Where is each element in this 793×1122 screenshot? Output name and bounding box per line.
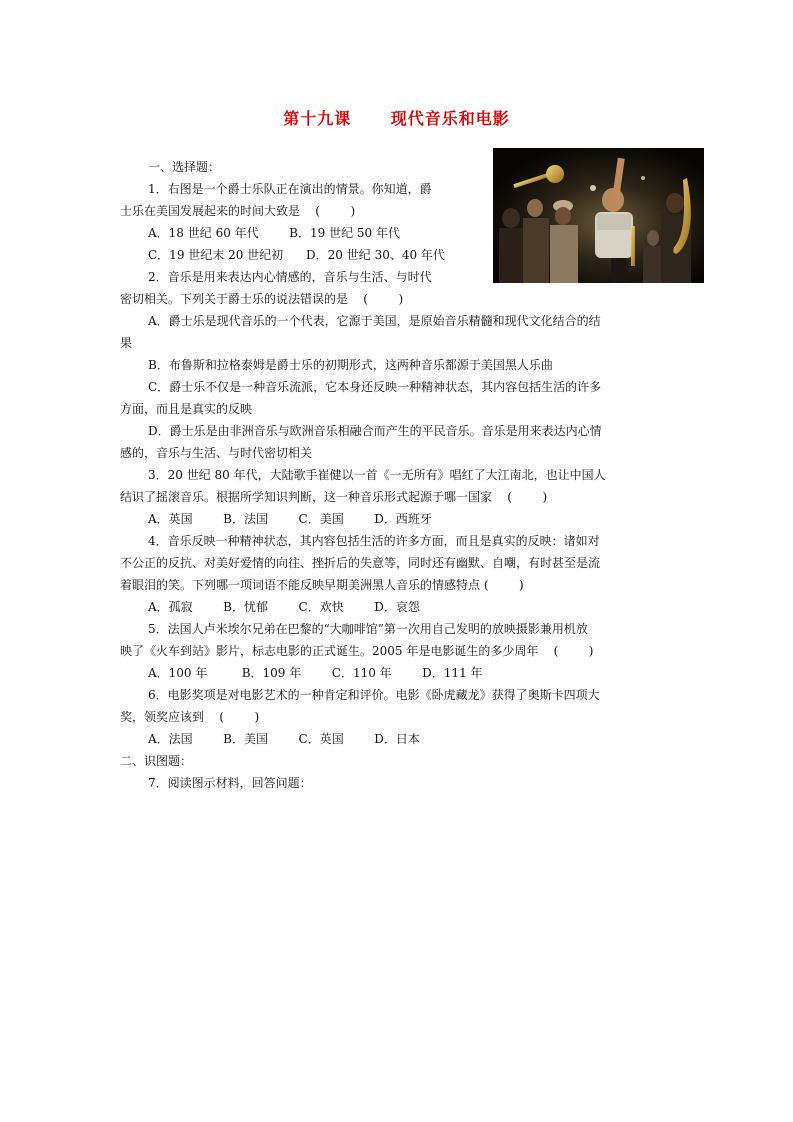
question-3-text-continued: 结识了摇滚音乐。根据所学知识判断，这一种音乐形式起源于哪一国家 ( ) — [120, 490, 548, 504]
question-7-text: 7．阅读图示材料，回答问题： — [148, 776, 312, 790]
jazz-band-photo — [493, 148, 704, 283]
page-title: 第十九课 现代音乐和电影 — [283, 109, 510, 128]
question-2-option-d-continued: 感的，音乐与生活、与时代密切相关 — [120, 446, 313, 460]
jazz-band-illustration — [493, 148, 704, 283]
question-2-option-a-continued: 果 — [120, 336, 133, 350]
section-heading-picture: 二、识图题： — [120, 754, 193, 768]
section-heading-choice: 一、选择题： — [148, 160, 221, 174]
question-6-text: 6．电影奖项是对电影艺术的一种肯定和评价。电影《卧虎藏龙》获得了奥斯卡四项大 — [148, 688, 600, 702]
question-3-text: 3．20 世纪 80 年代，大陆歌手崔健以一首《一无所有》唱红了大江南北，也让中国人 — [148, 468, 606, 482]
question-1-options-cd: C．19 世纪末 20 世纪初 D．20 世纪 30、40 年代 — [148, 248, 445, 262]
question-4-text-continued: 不公正的反抗、对美好爱情的向往、挫折后的失意等，同时还有幽默、自嘲，有时甚至是流 — [120, 556, 601, 570]
question-3-options: A．英国 B．法国 C．美国 D．西班牙 — [148, 512, 432, 526]
question-2-option-a: A．爵士乐是现代音乐的一个代表，它源于美国，是原始音乐精髓和现代文化结合的结 — [148, 314, 601, 328]
question-2-option-d: D．爵士乐是由非洲音乐与欧洲音乐相融合而产生的平民音乐。音乐是用来表达内心情 — [148, 424, 602, 438]
question-4-text: 4．音乐反映一种精神状态，其内容包括生活的许多方面，而且是真实的反映：诸如对 — [148, 534, 600, 548]
question-5-options: A．100 年 B．109 年 C．110 年 D．111 年 — [148, 666, 483, 680]
question-1-options-ab: A．18 世纪 60 年代 B．19 世纪 50 年代 — [148, 226, 400, 240]
question-1-text-continued: 士乐在美国发展起来的时间大致是 ( ) — [120, 204, 356, 218]
question-2-text-continued: 密切相关。下列关于爵士乐的说法错误的是 ( ) — [120, 292, 404, 306]
question-6-text-continued: 奖，领奖应该到 ( ) — [120, 710, 260, 724]
question-5-text: 5．法国人卢米埃尔兄弟在巴黎的“大咖啡馆”第一次用自己发明的放映摄影兼用机放 — [148, 622, 588, 636]
question-1-text: 1．右图是一个爵士乐队正在演出的情景。你知道，爵 — [148, 182, 432, 196]
question-5-text-continued: 映了《火车到站》影片，标志电影的正式诞生。2005 年是电影诞生的多少周年 ( ) — [120, 644, 594, 658]
question-2-option-c: C．爵士乐不仅是一种音乐流派，它本身还反映一种精神状态，其内容包括生活的许多 — [148, 380, 602, 394]
question-4-options: A．孤寂 B．忧郁 C．欢快 D．哀怨 — [148, 600, 420, 614]
question-4-text-continued-2: 着眼泪的笑。下列哪一项词语不能反映早期美洲黑人音乐的情感特点 ( ) — [120, 578, 524, 592]
question-2-option-b: B．布鲁斯和拉格泰姆是爵士乐的初期形式，这两种音乐都源于美国黑人乐曲 — [148, 358, 553, 372]
question-6-options: A．法国 B．美国 C．英国 D．日本 — [148, 732, 420, 746]
question-2-text: 2．音乐是用来表达内心情感的，音乐与生活、与时代 — [148, 270, 432, 284]
question-2-option-c-continued: 方面，而且是真实的反映 — [120, 402, 253, 416]
